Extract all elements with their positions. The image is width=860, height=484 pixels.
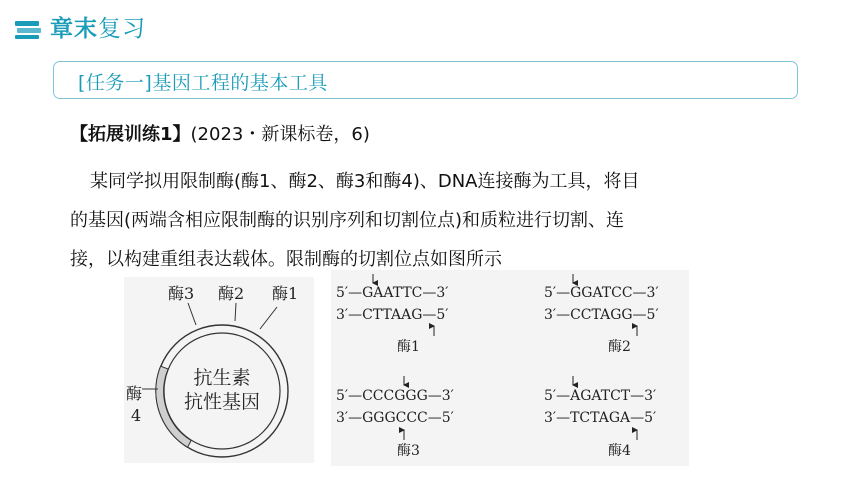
enzyme4-block bbox=[544, 376, 656, 459]
cut-site-figure bbox=[331, 270, 689, 466]
enzyme3-block bbox=[336, 376, 454, 459]
enzyme3-top-strand: 5′—CCCGGG—3′ bbox=[336, 388, 454, 404]
enzyme1-block bbox=[336, 274, 448, 355]
enzyme2-name: 酶2 bbox=[608, 339, 631, 355]
enzyme3-name: 酶3 bbox=[397, 443, 420, 459]
enzyme1-name: 酶1 bbox=[397, 339, 420, 355]
books-stack-icon bbox=[14, 20, 42, 40]
enzyme2-bottom-strand: 3′—CCTAGG—5′ bbox=[544, 307, 659, 323]
plasmid-figure bbox=[124, 277, 314, 463]
exercise-source: (2023・新课标卷，6) bbox=[190, 124, 370, 145]
label-enzyme4-b: 4 bbox=[131, 406, 142, 425]
enzyme2-block bbox=[544, 274, 659, 355]
question-text bbox=[70, 162, 760, 279]
plasmid-center-line1: 抗生素 bbox=[193, 367, 251, 389]
enzyme1-bottom-strand: 3′—CTTAAG—5′ bbox=[336, 307, 449, 323]
enzyme1-site-line bbox=[260, 307, 277, 329]
enzyme4-top-strand: 5′—AGATCT—3′ bbox=[544, 388, 657, 404]
task-banner bbox=[53, 61, 798, 99]
label-enzyme4-a: 酶 bbox=[126, 384, 143, 403]
page-title: 章末复习 bbox=[50, 16, 146, 42]
label-enzyme3: 酶3 bbox=[168, 284, 195, 303]
question-line: 接，以构建重组表达载体。限制酶的切割位点如图所示 bbox=[70, 249, 502, 270]
label-enzyme1: 酶1 bbox=[272, 284, 299, 303]
task-label: [任务一]基因工程的基本工具 bbox=[78, 72, 328, 94]
enzyme2-site-line bbox=[235, 303, 236, 321]
question-line: 某同学拟用限制酶(酶1、酶2、酶3和酶4)、DNA连接酶为工具，将目 bbox=[90, 171, 640, 192]
enzyme4-bottom-strand: 3′—TCTAGA—5′ bbox=[544, 410, 657, 426]
enzyme3-site-line bbox=[188, 303, 196, 325]
exercise-title: 【拓展训练1】(2023・新课标卷，6) bbox=[70, 124, 370, 145]
plasmid-center-line2: 抗性基因 bbox=[183, 391, 261, 413]
enzyme4-name: 酶4 bbox=[608, 443, 631, 459]
enzyme2-top-strand: 5′—GGATCC—3′ bbox=[544, 285, 659, 301]
header bbox=[0, 0, 860, 52]
enzyme3-bottom-strand: 3′—GGGCCC—5′ bbox=[336, 410, 454, 426]
question-line: 的基因(两端含相应限制酶的识别序列和切割位点)和质粒进行切割、连 bbox=[70, 210, 625, 231]
label-enzyme2: 酶2 bbox=[218, 284, 245, 303]
enzyme1-top-strand: 5′—GAATTC—3′ bbox=[336, 285, 449, 301]
